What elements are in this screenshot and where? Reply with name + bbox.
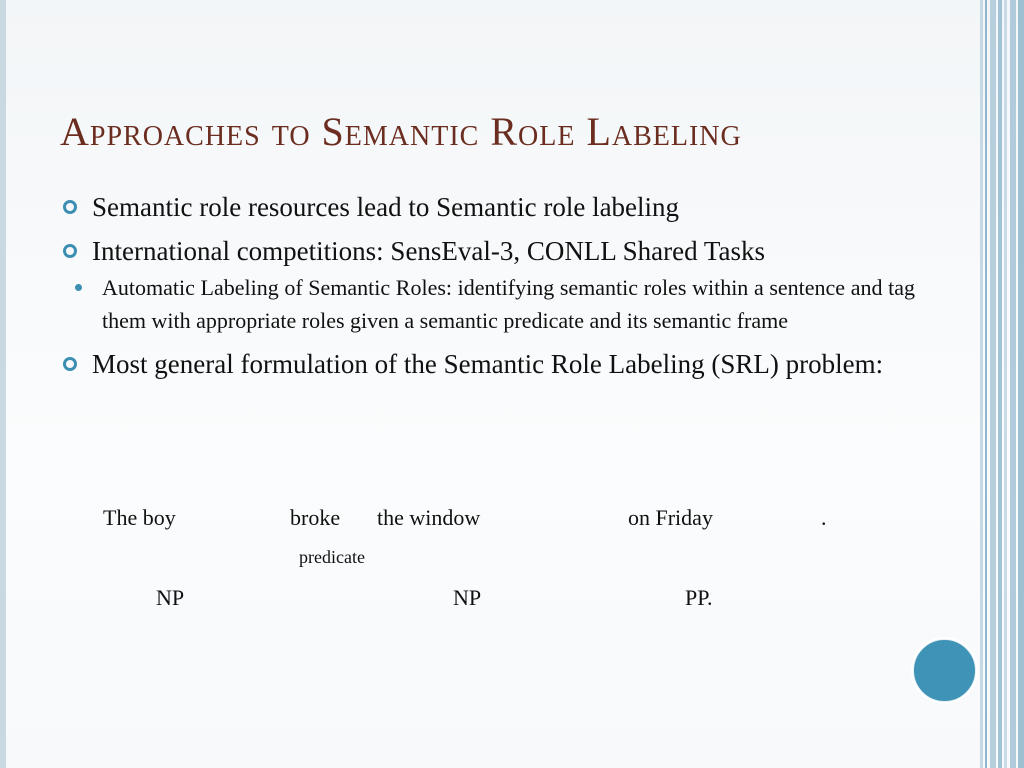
right-stripe [1010, 0, 1016, 768]
sub-bullet-item [60, 272, 915, 337]
example-word: . [821, 505, 827, 530]
right-stripe [990, 0, 996, 768]
bullet-item [60, 232, 915, 337]
sub-bullet-text: Automatic Labeling of Semantic Roles: identifying semantic roles within a sentence and tag them with appropriate roles given a semantic predicate and its semantic frame [102, 275, 915, 333]
predicate-label: predicate [299, 547, 365, 567]
sub-bullet-list [60, 272, 915, 337]
dot-bullet-icon [75, 284, 82, 291]
bullet-text: Semantic role resources lead to Semantic role labeling [92, 192, 680, 222]
ring-bullet-icon [63, 200, 77, 214]
decorative-circle [913, 639, 976, 702]
ring-bullet-icon [63, 357, 77, 371]
bullet-item [60, 188, 915, 226]
ring-bullet-icon [63, 244, 77, 258]
phrase-label: NP [453, 585, 482, 610]
right-stripe [980, 0, 983, 768]
example-word: The boy [103, 505, 176, 530]
bullet-text: International competitions: SensEval-3, CONLL Shared Tasks [92, 236, 765, 266]
right-stripe [1018, 0, 1024, 768]
bullet-item [60, 345, 915, 383]
example-word: the window [377, 505, 481, 530]
bullet-list [60, 188, 915, 389]
example-word-predicate: broke [290, 505, 341, 530]
right-stripe [985, 0, 987, 768]
example-word: on Friday [628, 505, 713, 530]
phrase-label: PP. [685, 585, 713, 610]
right-stripe [998, 0, 1002, 768]
right-stripe [1004, 0, 1007, 768]
left-edge-accent [0, 0, 6, 768]
slide-title: Approaches to Semantic Role Labeling [60, 109, 742, 154]
bullet-text: Most general formulation of the Semantic Role Labeling (SRL) problem: [92, 349, 884, 379]
phrase-label: NP [156, 585, 185, 610]
